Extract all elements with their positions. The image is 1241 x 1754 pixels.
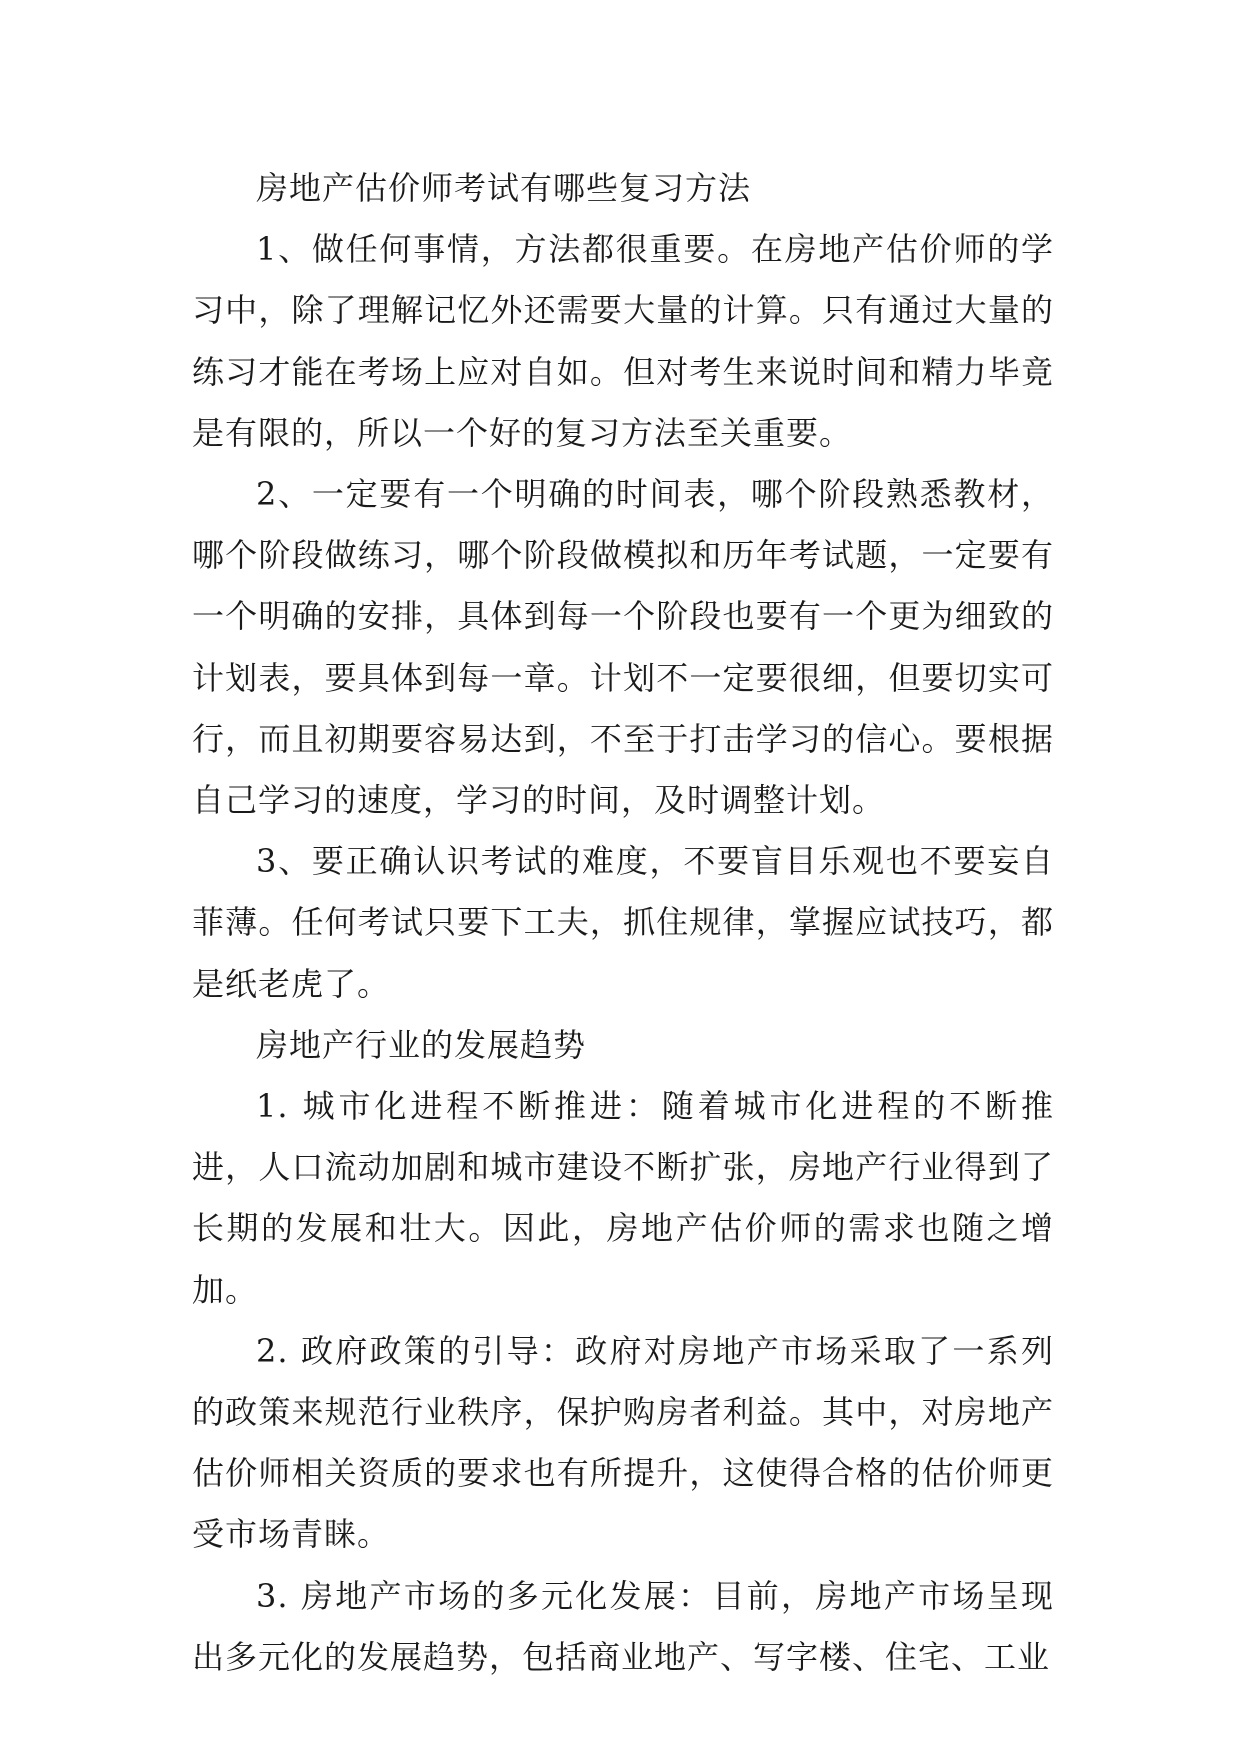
document-page [192,158,1054,1688]
paragraph: 3、要正确认识考试的难度，不要盲目乐观也不要妄自菲薄。任何考试只要下工夫，抓住规律，掌握应试技巧，都是纸老虎了。 [192,842,1054,1003]
paragraph: 2. 政府政策的引导：政府对房地产市场采取了一系列的政策来规范行业秩序，保护购房者利益。其中，对房地产估价师相关资质的要求也有所提升，这使得合格的估价师更受市场青睐。 [192,1331,1054,1554]
section-heading: 房地产估价师考试有哪些复习方法 [256,169,752,207]
section-heading: 房地产行业的发展趋势 [256,1025,587,1064]
paragraph: 1. 城市化进程不断推进：随着城市化进程的不断推进，人口流动加剧和城市建设不断扩张，房地产行业得到了长期的发展和壮大。因此，房地产估价师的需求也随之增加。 [192,1087,1054,1309]
paragraph: 2、一定要有一个明确的时间表，哪个阶段熟悉教材，哪个阶段做练习，哪个阶段做模拟和历年考试题，一定要有一个明确的安排，具体到每一个阶段也要有一个更为细致的计划表，要具体到每一章。计划不一定要很细，但要切实可行，而且初期要容易达到，不至于打击学习的信心。要根据自己学习的速度，学习的时间，及时调整计划。 [192,475,1054,820]
paragraph: 1、做任何事情，方法都很重要。在房地产估价师的学习中，除了理解记忆外还需要大量的计算。只有通过大量的练习才能在考场上应对自如。但对考生来说时间和精力毕竟是有限的，所以一个好的复习方法至关重要。 [192,230,1054,452]
paragraph: 3. 房地产市场的多元化发展：目前，房地产市场呈现出多元化的发展趋势，包括商业地产、写字楼、住宅、工业 [192,1576,1054,1676]
